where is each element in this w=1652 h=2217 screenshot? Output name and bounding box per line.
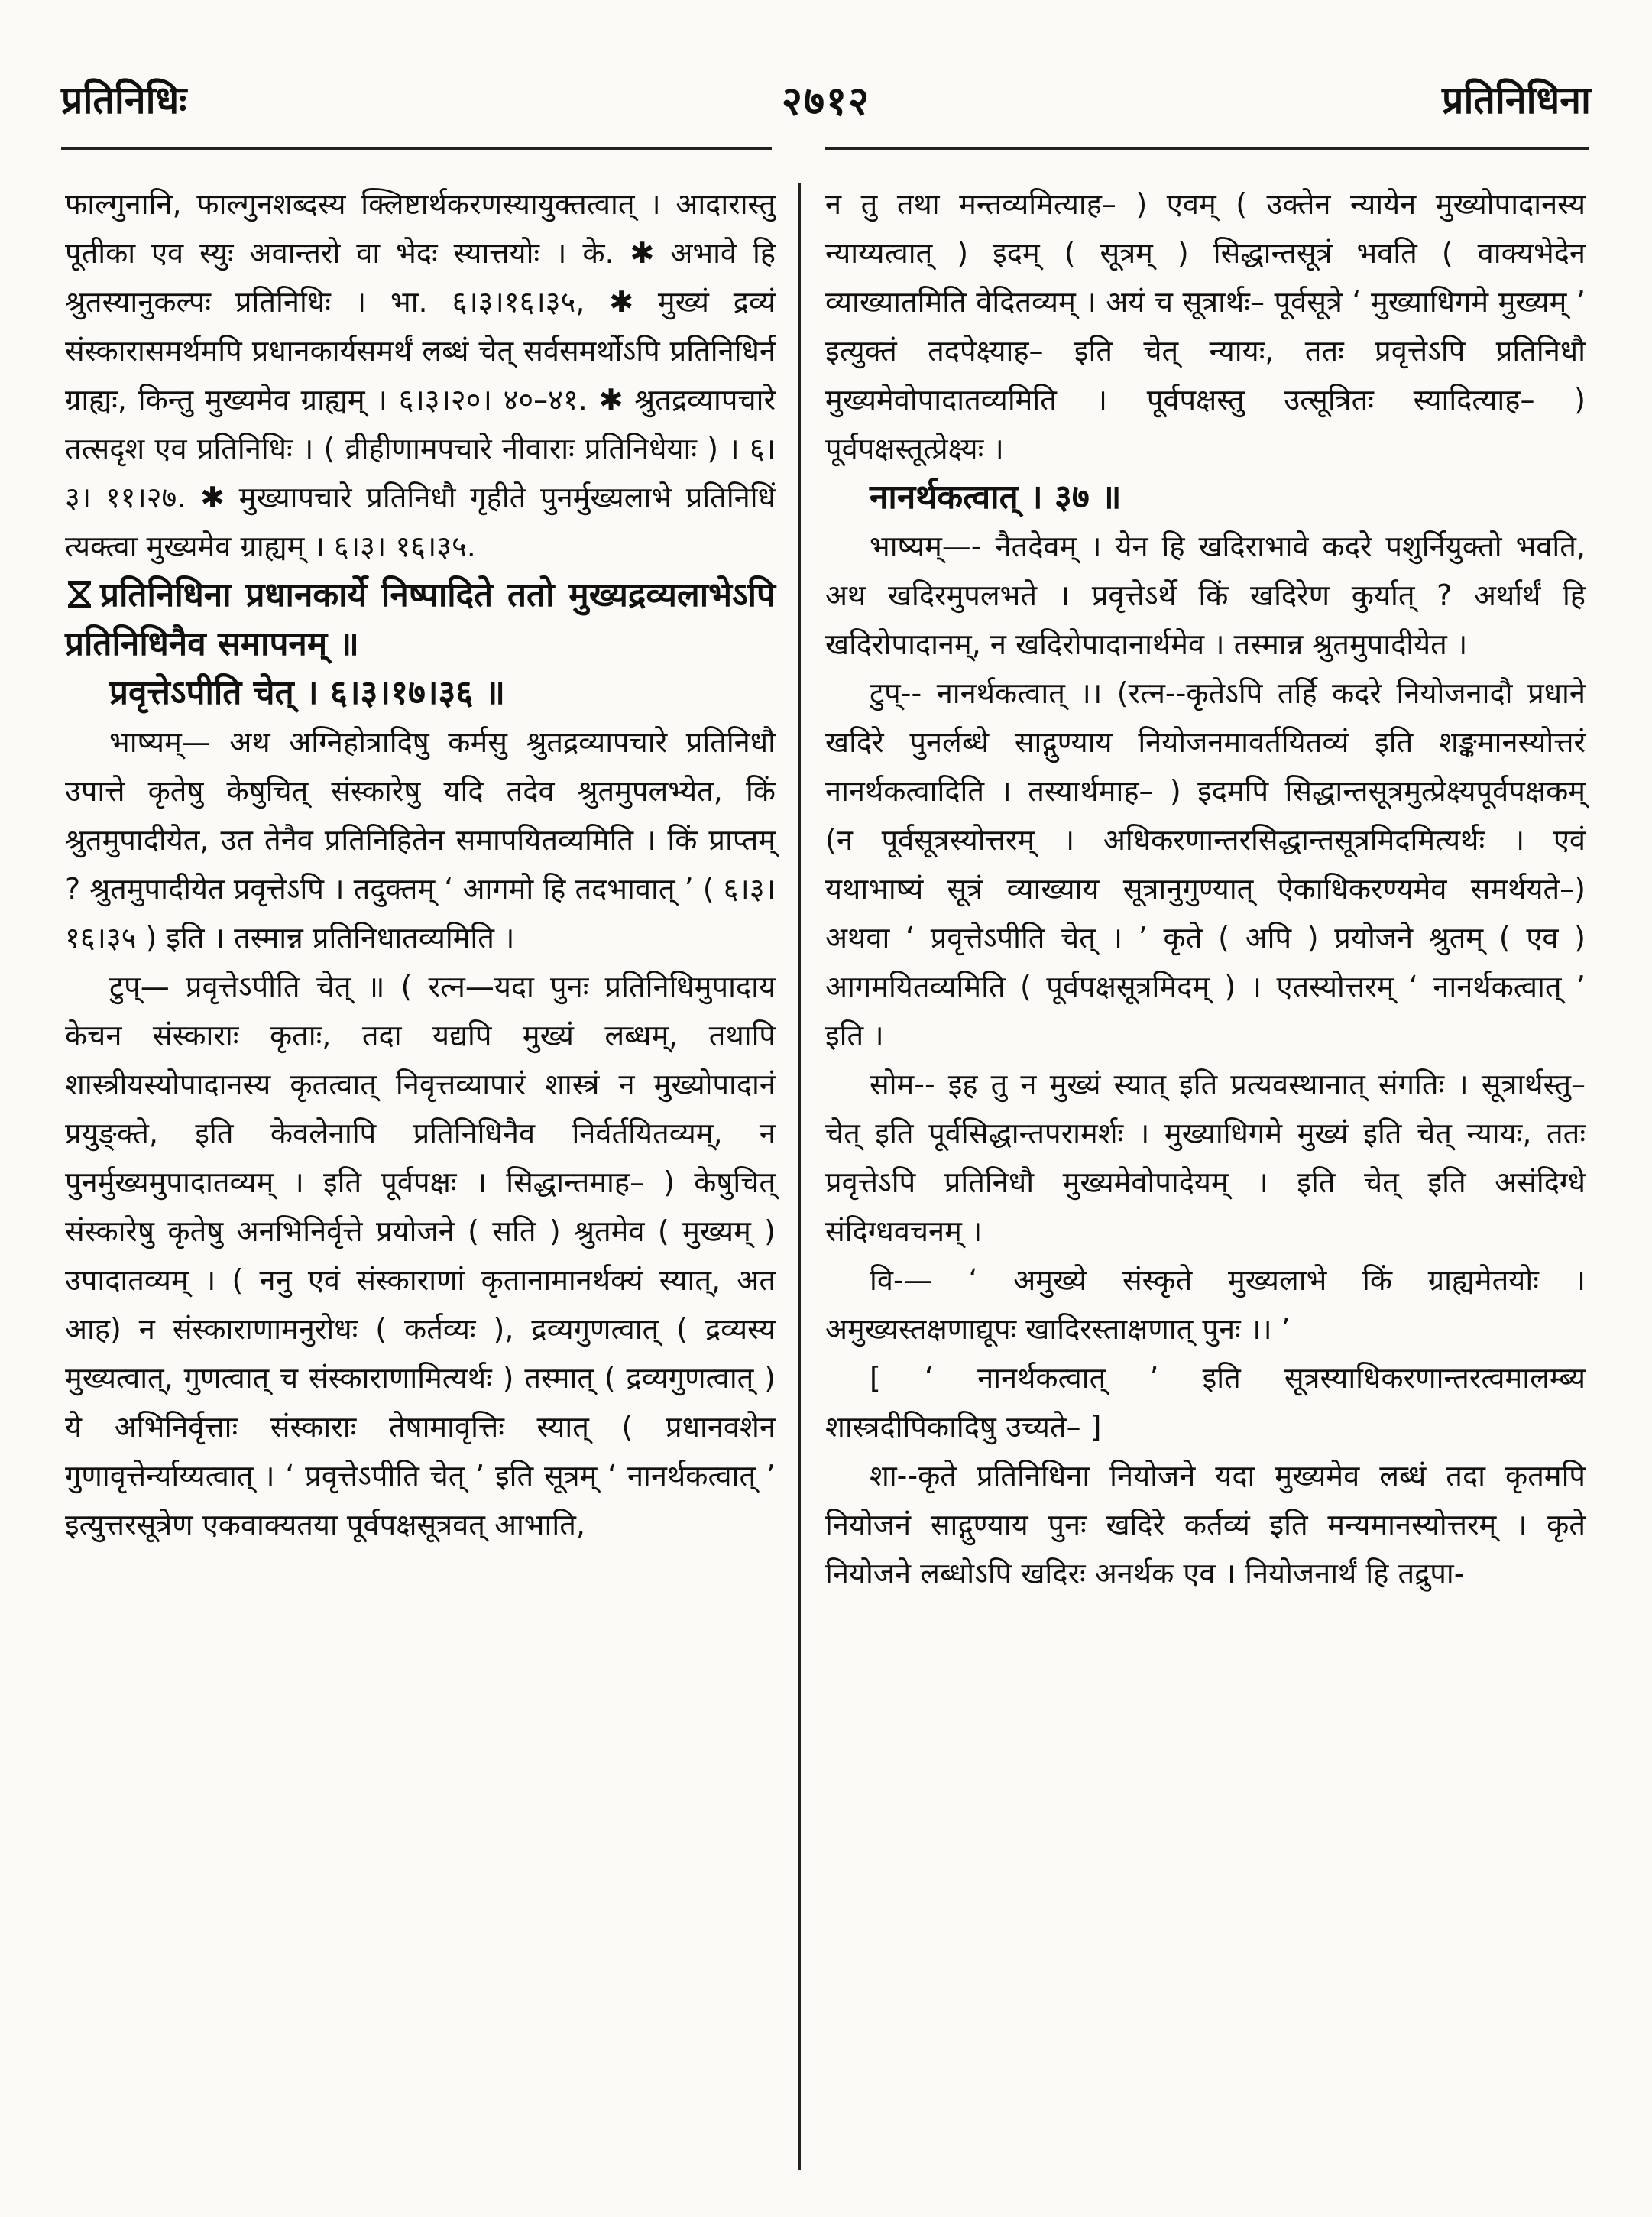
adhikarana-heading-text: प्रतिनिधिना प्रधानकार्ये निष्पादिते ततो मुख्यद्रव्यलाभेऽपि प्रतिनिधिनैव समापनम् ॥ xyxy=(65,575,776,663)
right-soma: सोम-- इह तु न मुख्यं स्यात् इति प्रत्यवस्थानात् संगतिः । सूत्रार्थस्तु– चेत् इति पूर्वसिद्धान्तपरामर्शः । मुख्याधिगमे मुख्यं इति चेत् न्यायः, ततः प्रवृत्तेऽपि प्रतिनिधौ मुख्यमेवोपादेयम् । इति चेत् इति असंदिग्धे संदिग्धवचनम् । xyxy=(825,1068,1586,1248)
header-rule-left xyxy=(61,147,772,150)
left-tupika: टुप्— प्रवृत्तेऽपीति चेत् ॥ ( रत्न—यदा पुनः प्रतिनिधिमुपादाय केचन संस्काराः कृताः, तदा यद्यपि मुख्यं लब्धम्, तथापि शास्त्रीयस्योपादानस्य कृतत्वात् निवृत्तव्यापारं शास्त्रं न मुख्योपादानं प्रयुङ्क्ते, इति केवलेनापि प्रतिनिधिनैव निर्वर्तयितव्यम्, न पुनर्मुख्यमुपादातव्यम् । इति पूर्वपक्षः । सिद्धान्तमाह– ) केषुचित् संस्कारेषु कृतेषु अनभिनिर्वृत्ते प्रयोजने ( सति ) श्रुतमेव ( मुख्यम् ) उपादातव्यम् । ( ननु एवं संस्काराणां कृतानामानर्थक्यं स्यात्, अत आह) न संस्काराणामनुरोधः ( कर्तव्यः ), द्रव्यगुणत्वात् ( द्रव्यस्य मुख्यत्वात्, गुणत्वात् च संस्काराणामित्यर्थः ) तस्मात् ( द्रव्यगुणत्वात् ) ये अभिनिर्वृत्ताः संस्काराः तेषामावृत्तिः स्यात् ( प्रधानवशेन गुणावृत्तेर्न्याय्यत्वात् । ‘ प्रवृत्तेऽपीति चेत् ’ इति सूत्रम् ‘ नानर्थकत्वात् ’ इत्युत्तरसूत्रेण एकवाक्यतया पूर्वपक्षसूत्रवत् आभाति, xyxy=(65,970,776,1541)
right-bracket-note: [ ‘ नानर्थकत्वात् ’ इति सूत्रस्याधिकरणान्तरत्वमालम्ब्य शास्त्रदीपिकादिषु उच्यते– ] xyxy=(825,1361,1586,1444)
hourglass-icon xyxy=(65,579,94,611)
header-right-guideword: प्रतिनिधिना xyxy=(1442,78,1591,122)
right-vi-verse: वि-— ‘ अमुख्ये संस्कृते मुख्यलाभे किं ग्राह्यमेतयोः । अमुख्यस्तक्षणाद्यूपः खादिरस्ताक्षणात् पुनः ।। ’ xyxy=(825,1263,1586,1346)
header-left-guideword: प्रतिनिधिः xyxy=(61,78,187,122)
left-bhashya: भाष्यम्— अथ अग्निहोत्रादिषु कर्मसु श्रुतद्रव्यापचारे प्रतिनिधौ उपात्ते कृतेषु केषुचित् संस्कारेषु यदि तदेव श्रुतमुपलभ्येत, किं श्रुतमुपादीयेत, उत तेनैव प्रतिनिहितेन समापयितव्यमिति । किं प्राप्तम् ? श्रुतमुपादीयेत प्रवृत्तेऽपि । तदुक्तम् ‘ आगमो हि तदभावात् ’ ( ६।३।१६।३५ ) इति । तस्मान्न प्रतिनिधातव्यमिति । xyxy=(65,725,776,955)
adhikarana-heading xyxy=(65,571,776,669)
sutra-37: नानर्थकत्वात् । ३७ ॥ xyxy=(870,478,1122,517)
right-continuation: न तु तथा मन्तव्यमित्याह– ) एवम् ( उक्तेन न्यायेन मुख्योपादानस्य न्याय्यत्वात् ) इदम् ( सूत्रम् ) सिद्धान्तसूत्रं भवति ( वाक्यभेदेन व्याख्यातमिति वेदितव्यम् । अयं च सूत्रार्थः– पूर्वसूत्रे ‘ मुख्याधिगमे मुख्यम् ’ इत्युक्तं तदपेक्ष्याह– इति चेत् न्यायः, ततः प्रवृत्तेऽपि प्रतिनिधौ मुख्यमेवोपादातव्यमिति । पूर्वपक्षस्तु उत्सूत्रितः स्यादित्याह– ) पूर्वपक्षस्तूत्प्रेक्ष्यः । xyxy=(825,187,1586,465)
right-bhashya: भाष्यम्—- नैतदेवम् । येन हि खदिराभावे कदरे पशुर्नियुक्तो भवति, अथ खदिरमुपलभते । प्रवृत्तेऽर्थे किं खदिरेण कुर्यात् ? अर्थार्थं हि खदिरोपादानम्, न खदिरोपादानार्थमेव । तस्मान्न श्रुतमुपादीयेत । xyxy=(825,530,1586,661)
page-number: २७१२ xyxy=(781,79,871,125)
right-tupika: टुप्-- नानर्थकत्वात् ।। (रत्न--कृतेऽपि तर्हि कदरे नियोजनादौ प्रधाने खदिरे पुनर्लब्धे साद्गुण्याय नियोजनमावर्तयितव्यं इति शङ्कमानस्योत्तरं नानर्थकत्वादिति । तस्यार्थमाह– ) इदमपि सिद्धान्तसूत्रमुत्प्रेक्ष्यपूर्वपक्षकम् (न पूर्वसूत्रस्योत्तरम् । अधिकरणान्तरसिद्धान्तसूत्रमिदमित्यर्थः । एवं यथाभाष्यं सूत्रं व्याख्याय सूत्रानुगुण्यात् ऐकाधिकरण्यमेव समर्थयते–) अथवा ‘ प्रवृत्तेऽपीति चेत् । ’ कृते ( अपि ) प्रयोजने श्रुतम् ( एव ) आगमयितव्यमिति ( पूर्वपक्षसूत्रमिदम् ) । एतस्योत्तरम् ‘ नानर्थकत्वात् ’ इति । xyxy=(825,676,1586,1052)
right-shastradipika: शा--कृते प्रतिनिधिना नियोजने यदा मुख्यमेव लब्धं तदा कृतमपि नियोजनं साद्गुण्याय पुनः खदिरे कर्तव्यं इति मन्यमानस्योत्तरम् । कृते नियोजने लब्धोऽपि खदिरः अनर्थक एव । नियोजनार्थं हि तद्रुपा- xyxy=(825,1459,1586,1590)
left-column xyxy=(65,180,776,1549)
sutra-36: प्रवृत्तेऽपीति चेत् । ६।३।१७।३६ ॥ xyxy=(109,673,505,712)
page-header xyxy=(61,73,1591,134)
left-paragraph-references: फाल्गुनानि, फाल्गुनशब्दस्य क्लिष्टार्थकरणस्यायुक्तत्वात् । आदारास्तु पूतीका एव स्युः अवान्तरो वा भेदः स्यात्तयोः । के. ✱ अभावे हि श्रुतस्यानुकल्पः प्रतिनिधिः । भा. ६।३।१६।३५, ✱ मुख्यं द्रव्यं संस्कारासमर्थमपि प्रधानकार्यसमर्थं लब्धं चेत् सर्वसमर्थोऽपि प्रतिनिधिर्न ग्राह्यः, किन्तु मुख्यमेव ग्राह्यम् । ६।३।२०। ४०–४१. ✱ श्रुतद्रव्यापचारे तत्सदृश एव प्रतिनिधिः । ( व्रीहीणामपचारे नीवाराः प्रतिनिधेयाः ) । ६।३। ११।२७. ✱ मुख्यापचारे प्रतिनिधौ गृहीते पुनर्मुख्यलाभे प्रतिनिधिं त्यक्त्वा मुख्यमेव ग्राह्यम् । ६।३। १६।३५. xyxy=(65,187,776,563)
right-column xyxy=(825,180,1586,1598)
column-divider xyxy=(798,183,801,2170)
header-rule-right xyxy=(825,147,1589,150)
